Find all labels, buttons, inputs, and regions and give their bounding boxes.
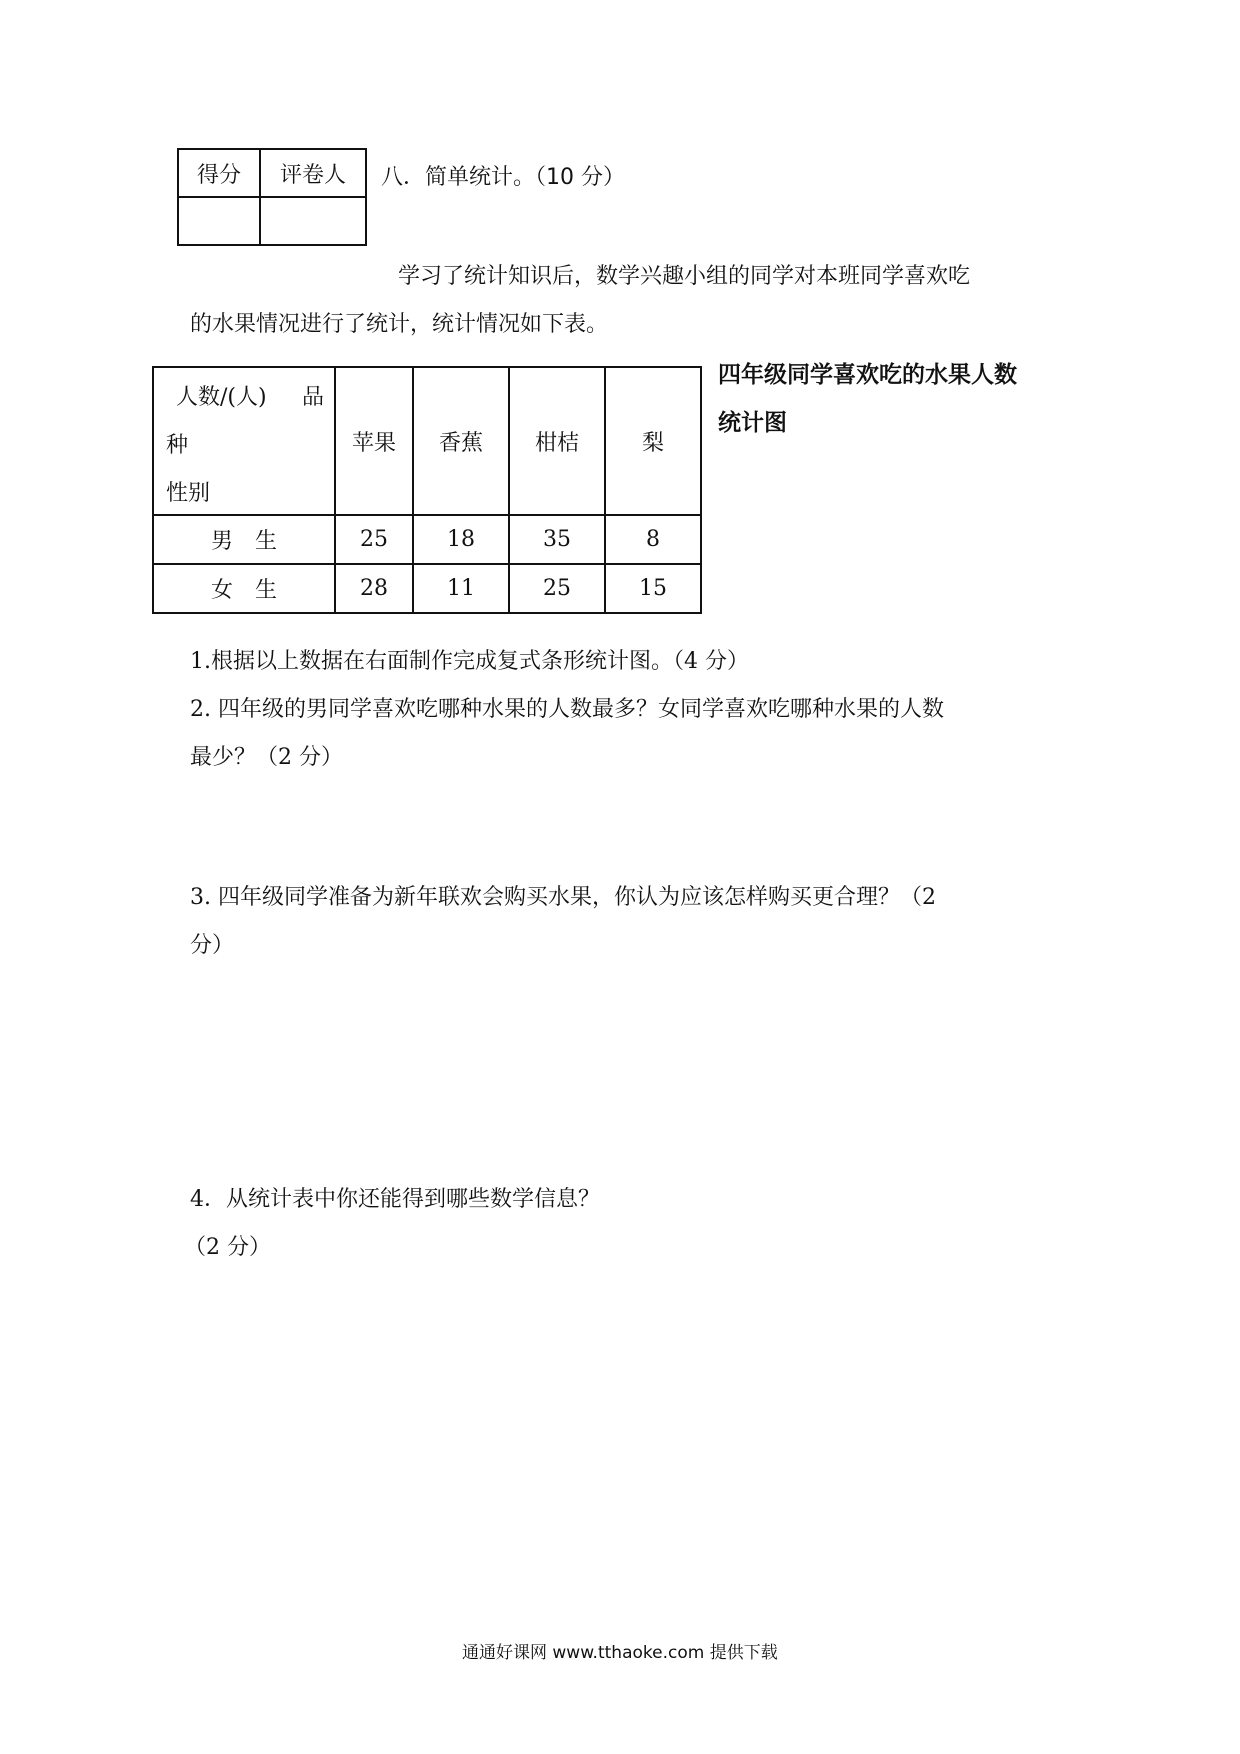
corner-variety-label-b: 种 [166,433,189,458]
table-cell: 28 [335,564,413,613]
question-4-line-1: 4．从统计表中你还能得到哪些数学信息？ [190,1187,600,1212]
header-fruit: 香蕉 [413,367,509,515]
chart-title-line-1: 四年级同学喜欢吃的水果人数 [718,362,1017,388]
grader-label: 评卷人 [260,149,366,197]
score-box [177,148,367,246]
table-corner-header [153,367,335,515]
table-cell: 18 [413,515,509,564]
table-row [153,564,701,613]
question-2-line-2: 最少？（2 分） [190,745,343,770]
section-title: 八．简单统计。（10 分） [381,165,625,190]
question-3-line-1: 3. 四年级同学准备为新年联欢会购买水果，你认为应该怎样购买更合理？（2 [190,885,936,910]
corner-count-label: 人数/(人) [176,385,267,410]
question-2-line-1: 2. 四年级的男同学喜欢吃哪种水果的人数最多？女同学喜欢吃哪种水果的人数 [190,697,944,722]
corner-gender-label: 性别 [166,481,211,506]
chart-title-line-2: 统计图 [718,410,787,436]
table-row [153,515,701,564]
table-cell: 35 [509,515,605,564]
fruit-stats-table [152,366,702,614]
question-1: 1.根据以上数据在右面制作完成复式条形统计图。（4 分） [190,649,749,674]
question-3-line-2: 分） [190,933,235,958]
row-label: 男生 [153,515,335,564]
header-fruit: 苹果 [335,367,413,515]
table-cell: 8 [605,515,701,564]
score-label: 得分 [178,149,260,197]
grader-cell [260,197,366,245]
intro-line-2: 的水果情况进行了统计，统计情况如下表。 [190,312,609,337]
table-cell: 25 [509,564,605,613]
table-cell: 15 [605,564,701,613]
footer-credit: 通通好课网 www.tthaoke.com 提供下载 [462,1643,778,1663]
score-cell [178,197,260,245]
row-label: 女生 [153,564,335,613]
header-fruit: 梨 [605,367,701,515]
table-cell: 25 [335,515,413,564]
header-fruit: 柑桔 [509,367,605,515]
question-4-line-2: （2 分） [184,1235,271,1260]
intro-line-1: 学习了统计知识后，数学兴趣小组的同学对本班同学喜欢吃 [398,264,971,289]
table-cell: 11 [413,564,509,613]
corner-variety-label-a: 品 [302,385,325,410]
